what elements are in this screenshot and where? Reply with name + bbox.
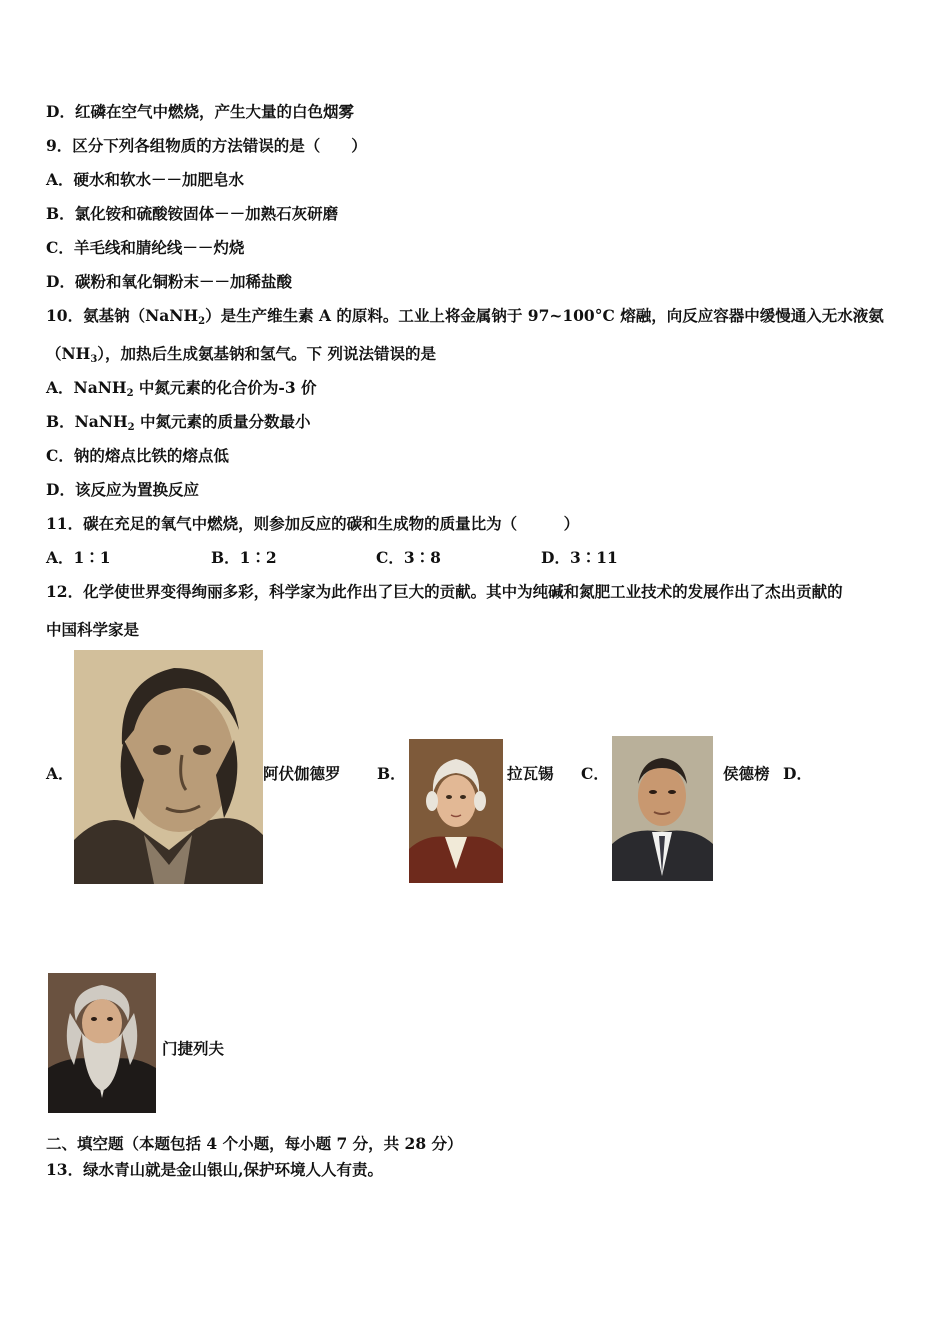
question-12-option-c-letter: C． [581, 764, 609, 783]
question-12-option-c-name: 侯德榜 [723, 764, 770, 783]
q10-stem2-sub: 3 [90, 354, 98, 365]
question-10-stem-line1 [46, 306, 884, 326]
q10-a-sub: 2 [126, 388, 134, 399]
question-11-option-b: B．1∶2 [211, 548, 277, 567]
question-12-option-b-name: 拉瓦锡 [507, 764, 554, 783]
question-9-option-a: A．硬水和软水－－加肥皂水 [46, 170, 245, 189]
q10-stem1-pre: 10．氨基钠（NaNH [46, 306, 199, 325]
q10-a-post: 中氮元素的化合价为-3 价 [133, 378, 317, 397]
question-12-option-d-letter: D． [783, 764, 812, 783]
question-12-option-a-name: 阿伏伽德罗 [263, 764, 341, 783]
question-13-stem: 13．绿水青山就是金山银山,保护环境人人有责。 [46, 1160, 383, 1179]
q10-stem1-sub: 2 [198, 316, 206, 327]
question-8-option-d: D．红磷在空气中燃烧，产生大量的白色烟雾 [46, 102, 354, 121]
portrait-avogadro [74, 650, 263, 884]
question-11-option-a: A．1∶1 [46, 548, 111, 567]
portrait-lavoisier [409, 739, 503, 883]
question-11-option-d: D．3∶11 [541, 548, 618, 567]
q10-stem1-post: ）是生产维生素 A 的原料。工业上将金属钠于 97~100°C 熔融，向反应容器中缓慢通入无水液氨 [205, 306, 884, 325]
q10-a-pre: A．NaNH [46, 378, 127, 397]
question-10-option-b [46, 412, 311, 432]
question-10-option-d: D．该反应为置换反应 [46, 480, 199, 499]
question-9-stem: 9．区分下列各组物质的方法错误的是（ ） [46, 136, 367, 155]
question-12-option-a-letter: A． [46, 764, 74, 783]
question-10-option-c: C．钠的熔点比铁的熔点低 [46, 446, 229, 465]
portrait-hou-debang [612, 736, 713, 881]
q10-b-post: 中氮元素的质量分数最小 [134, 412, 311, 431]
question-9-option-c: C．羊毛线和腈纶线－－灼烧 [46, 238, 245, 257]
section-2-heading: 二、填空题（本题包括 4 个小题，每小题 7 分，共 28 分） [46, 1134, 463, 1153]
question-12-stem-line2: 中国科学家是 [46, 620, 140, 639]
q10-b-sub: 2 [127, 422, 135, 433]
question-11-option-c: C．3∶8 [376, 548, 441, 567]
q10-stem2-post: ），加热后生成氨基钠和氢气。下 列说法错误的是 [97, 344, 436, 363]
question-9-option-b: B．氯化铵和硫酸铵固体－－加熟石灰研磨 [46, 204, 339, 223]
question-12-option-d-name: 门捷列夫 [162, 1039, 225, 1058]
q10-stem2-pre: （NH [46, 344, 91, 363]
question-11-stem: 11．碳在充足的氧气中燃烧，则参加反应的碳和生成物的质量比为（ ） [46, 514, 580, 533]
question-9-option-d: D．碳粉和氧化铜粉末－－加稀盐酸 [46, 272, 292, 291]
question-12-stem-line1: 12．化学使世界变得绚丽多彩，科学家为此作出了巨大的贡献。其中为纯碱和氮肥工业技术的发展作出了杰出贡献的 [46, 582, 843, 601]
q10-b-pre: B．NaNH [46, 412, 128, 431]
question-12-option-b-letter: B． [377, 764, 406, 783]
portrait-mendeleev [48, 973, 156, 1113]
question-10-option-a [46, 378, 317, 398]
question-10-stem-line2 [46, 344, 436, 364]
